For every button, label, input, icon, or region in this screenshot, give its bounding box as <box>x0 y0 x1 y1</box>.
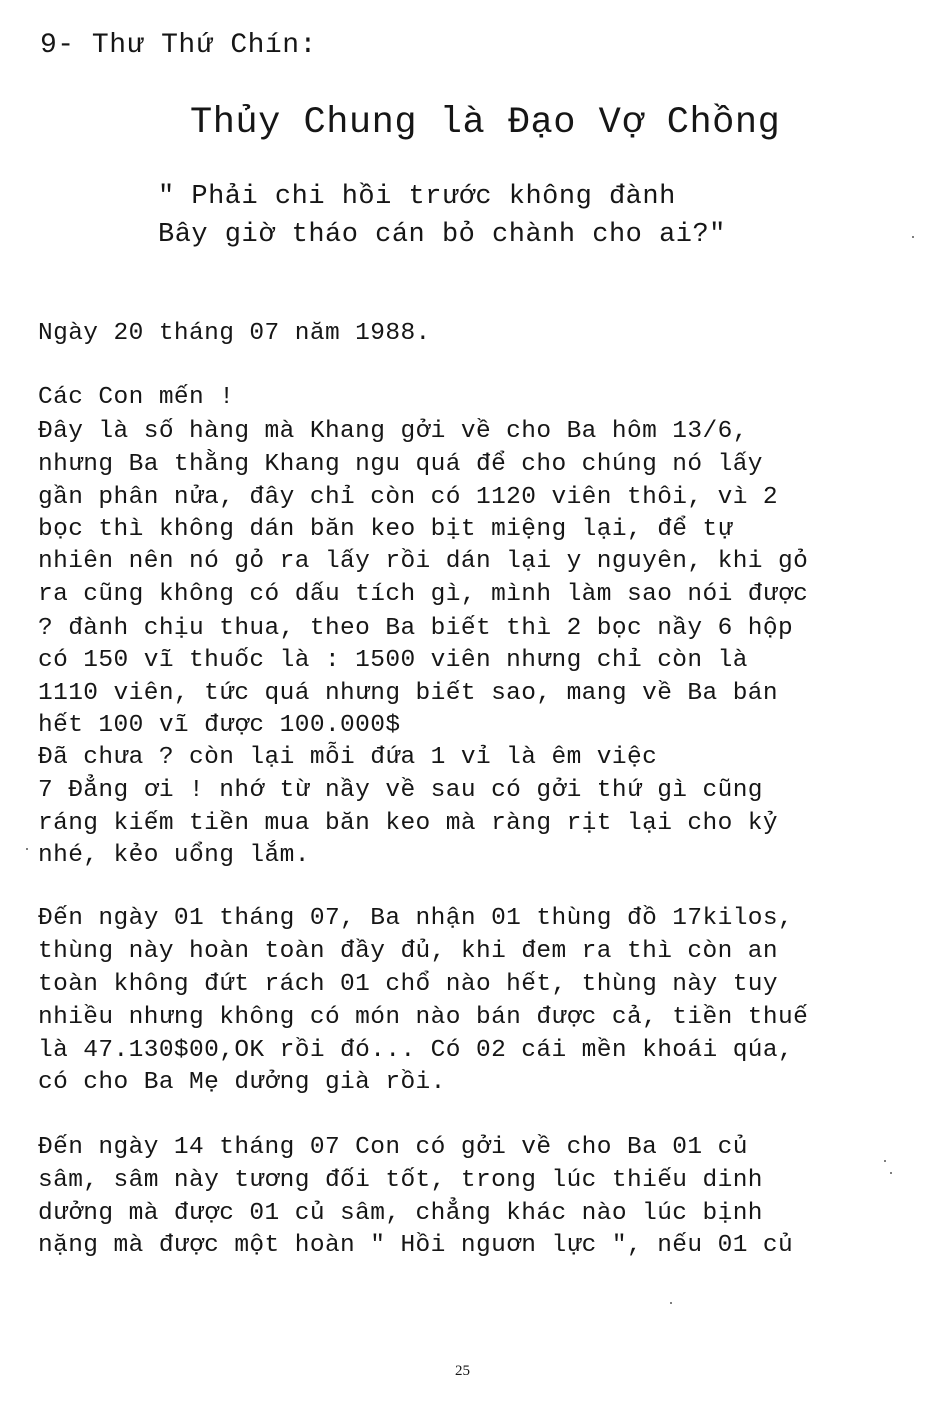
scan-speck <box>884 1160 886 1162</box>
body-line: gần phân nửa, đây chỉ còn có 1120 viên thôi, vì 2 <box>38 484 779 511</box>
body-line: toàn không đứt rách 01 chổ nào hết, thùng này tuy <box>38 971 779 998</box>
body-line: Đến ngày 14 tháng 07 Con có gởi về cho Ba 01 củ <box>38 1134 748 1161</box>
body-line: hết 100 vĩ được 100.000$ <box>38 712 401 739</box>
body-line: nhé, kẻo uổng lắm. <box>38 842 310 869</box>
body-line: Đây là số hàng mà Khang gởi về cho Ba hôm 13/6, <box>38 418 748 445</box>
body-line: nhưng Ba thằng Khang ngu quá để cho chúng nó lấy <box>38 451 763 478</box>
date-line: Ngày 20 tháng 07 năm 1988. <box>38 320 431 347</box>
body-line: 7 Đẳng ơi ! nhớ từ nầy về sau có gởi thứ gì cũng <box>38 777 763 804</box>
body-line: sâm, sâm này tương đối tốt, trong lúc thiếu dinh <box>38 1167 763 1194</box>
scan-speck <box>912 236 914 238</box>
body-line: ráng kiếm tiền mua băn keo mà ràng rịt lại cho kỷ <box>38 810 779 837</box>
body-line: ra cũng không có dấu tích gì, mình làm sao nói được <box>38 581 809 608</box>
body-line: Đã chưa ? còn lại mỗi đứa 1 vỉ là êm việc <box>38 744 658 771</box>
body-line: có cho Ba Mẹ dưởng già rồi. <box>38 1069 446 1096</box>
body-line: bọc thì không dán băn keo bịt miệng lại, để tự <box>38 516 733 543</box>
letter-title: Thủy Chung là Đạo Vợ Chồng <box>190 102 781 144</box>
body-line: là 47.130$00,OK rồi đó... Có 02 cái mền khoái qúa, <box>38 1037 794 1064</box>
body-line: dưởng mà được 01 củ sâm, chẳng khác nào lúc bịnh <box>38 1200 763 1227</box>
body-line: nhiên nên nó gỏ ra lấy rồi dán lại y nguyên, khi gỏ <box>38 548 809 575</box>
verse-line-2: Bây giờ tháo cán bỏ chành cho ai?" <box>158 220 726 250</box>
salutation: Các Con mến ! <box>38 384 235 411</box>
body-line: thùng này hoàn toàn đầy đủ, khi đem ra thì còn an <box>38 938 779 965</box>
body-line: nhiều nhưng không có món nào bán được cả, tiền thuế <box>38 1004 809 1031</box>
page-number: 25 <box>455 1363 470 1379</box>
body-line: nặng mà được một hoàn " Hồi nguơn lực ", nếu 01 củ <box>38 1232 794 1259</box>
scan-speck <box>890 1172 892 1174</box>
body-line: có 150 vĩ thuốc là : 1500 viên nhưng chỉ còn là <box>38 647 748 674</box>
body-line: 1110 viên, tức quá nhưng biết sao, mang về Ba bán <box>38 680 779 707</box>
body-line: Đến ngày 01 tháng 07, Ba nhận 01 thùng đồ 17kilos, <box>38 905 794 932</box>
scan-speck <box>670 1302 672 1304</box>
verse-line-1: " Phải chi hồi trước không đành <box>158 182 676 212</box>
body-line: ? đành chịu thua, theo Ba biết thì 2 bọc nầy 6 hộp <box>38 615 794 642</box>
letter-heading: 9- Thư Thứ Chín: <box>40 30 317 61</box>
scan-speck <box>26 848 28 850</box>
